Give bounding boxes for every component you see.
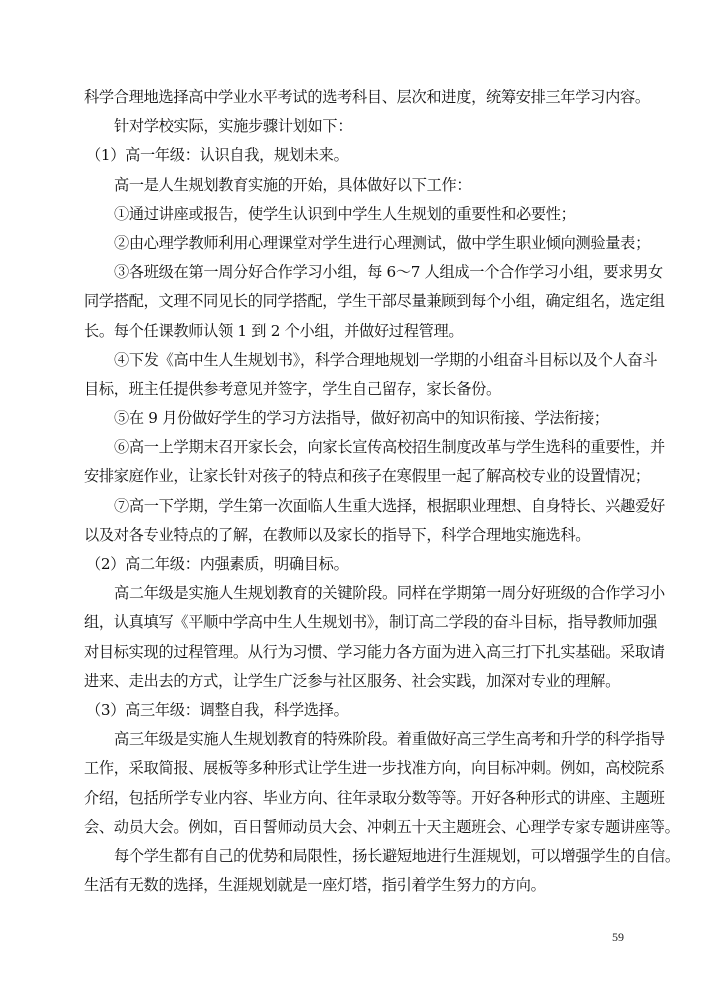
- paragraph-line: 对目标实现的过程管理。从行为习惯、学习能力各方面为进入高三打下扎实基础。采取请: [84, 642, 665, 661]
- list-item-5: ⑤在 9 月份做好学生的学习方法指导，做好初高中的知识衔接、学法衔接；: [114, 409, 609, 428]
- paragraph-line: 针对学校实际，实施步骤计划如下：: [114, 117, 353, 136]
- paragraph-line: 每个学生都有自己的优势和局限性，扬长避短地进行生涯规划，可以增强学生的自信。: [114, 846, 680, 865]
- paragraph-line: 工作，采取简报、展板等多种形式让学生进一步找准方向，向目标冲刺。例如，高校院系: [84, 759, 665, 778]
- list-item-3-continued: 同学搭配，文理不同见长的同学搭配，学生干部尽量兼顾到每个小组，确定组名，选定组: [84, 292, 665, 311]
- list-item-7-continued: 以及对各专业特点的了解，在教师以及家长的指导下，科学合理地实施选科。: [84, 525, 591, 544]
- paragraph-line: 进来、走出去的方式，让学生广泛参与社区服务、社会实践，加深对专业的理解。: [84, 671, 620, 690]
- section-heading-grade-three: （3）高三年级：调整自我，科学选择。: [86, 700, 349, 719]
- section-heading-grade-one: （1）高一年级：认识自我，规划未来。: [86, 146, 349, 165]
- paragraph-line: 高三年级是实施人生规划教育的特殊阶段。着重做好高三学生高考和升学的科学指导: [114, 730, 665, 749]
- list-item-4-continued: 目标，班主任提供参考意见并签字，学生自己留存，家长备份。: [84, 379, 501, 398]
- list-item-7: ⑦高一下学期，学生第一次面临人生重大选择，根据职业理想、自身特长、兴趣爱好: [114, 496, 665, 515]
- paragraph-line: 组，认真填写《平顺中学高中生人生规划书》，制订高二学段的奋斗目标，指导教师加强: [84, 613, 658, 632]
- list-item-3-continued: 长。每个任课教师认领 1 到 2 个小组，并做好过程管理。: [84, 321, 464, 340]
- paragraph-line: 生活有无数的选择，生涯规划就是一座灯塔，指引着学生努力的方向。: [84, 876, 546, 895]
- list-item-6-continued: 安排家庭作业，让家长针对孩子的特点和孩子在寒假里一起了解高校专业的设置情况；: [84, 467, 650, 486]
- paragraph-line: 会、动员大会。例如，百日誓师动员大会、冲刺五十天主题班会、心理学专家专题讲座等。: [84, 817, 680, 836]
- paragraph-line: 介绍，包括所学专业内容、毕业方向、往年录取分数等等。开好各种形式的讲座、主题班: [84, 788, 665, 807]
- list-item-6: ⑥高一上学期末召开家长会，向家长宣传高校招生制度改革与学生选科的重要性，并: [114, 438, 665, 457]
- list-item-3: ③各班级在第一周分好合作学习小组，每 6～7 人组成一个合作学习小组，要求男女: [114, 263, 663, 282]
- list-item-4: ④下发《高中生人生规划书》，科学合理地规划一学期的小组奋斗目标以及个人奋斗: [114, 350, 658, 369]
- list-item-2: ②由心理学教师利用心理课堂对学生进行心理测试，做中学生职业倾向测验量表；: [114, 233, 650, 252]
- section-heading-grade-two: （2）高二年级：内强素质，明确目标。: [86, 555, 349, 573]
- paragraph-line: 高一是人生规划教育实施的开始，具体做好以下工作：: [114, 175, 472, 194]
- page-number: 59: [612, 930, 624, 944]
- document-body: [84, 83, 680, 900]
- list-item-1: ①通过讲座或报告，使学生认识到中学生人生规划的重要性和必要性；: [114, 204, 576, 223]
- paragraph-line: 科学合理地选择高中学业水平考试的选考科目、层次和进度，统筹安排三年学习内容。: [84, 88, 650, 106]
- paragraph-line: 高二年级是实施人生规划教育的关键阶段。同样在学期第一周分好班级的合作学习小: [114, 584, 665, 603]
